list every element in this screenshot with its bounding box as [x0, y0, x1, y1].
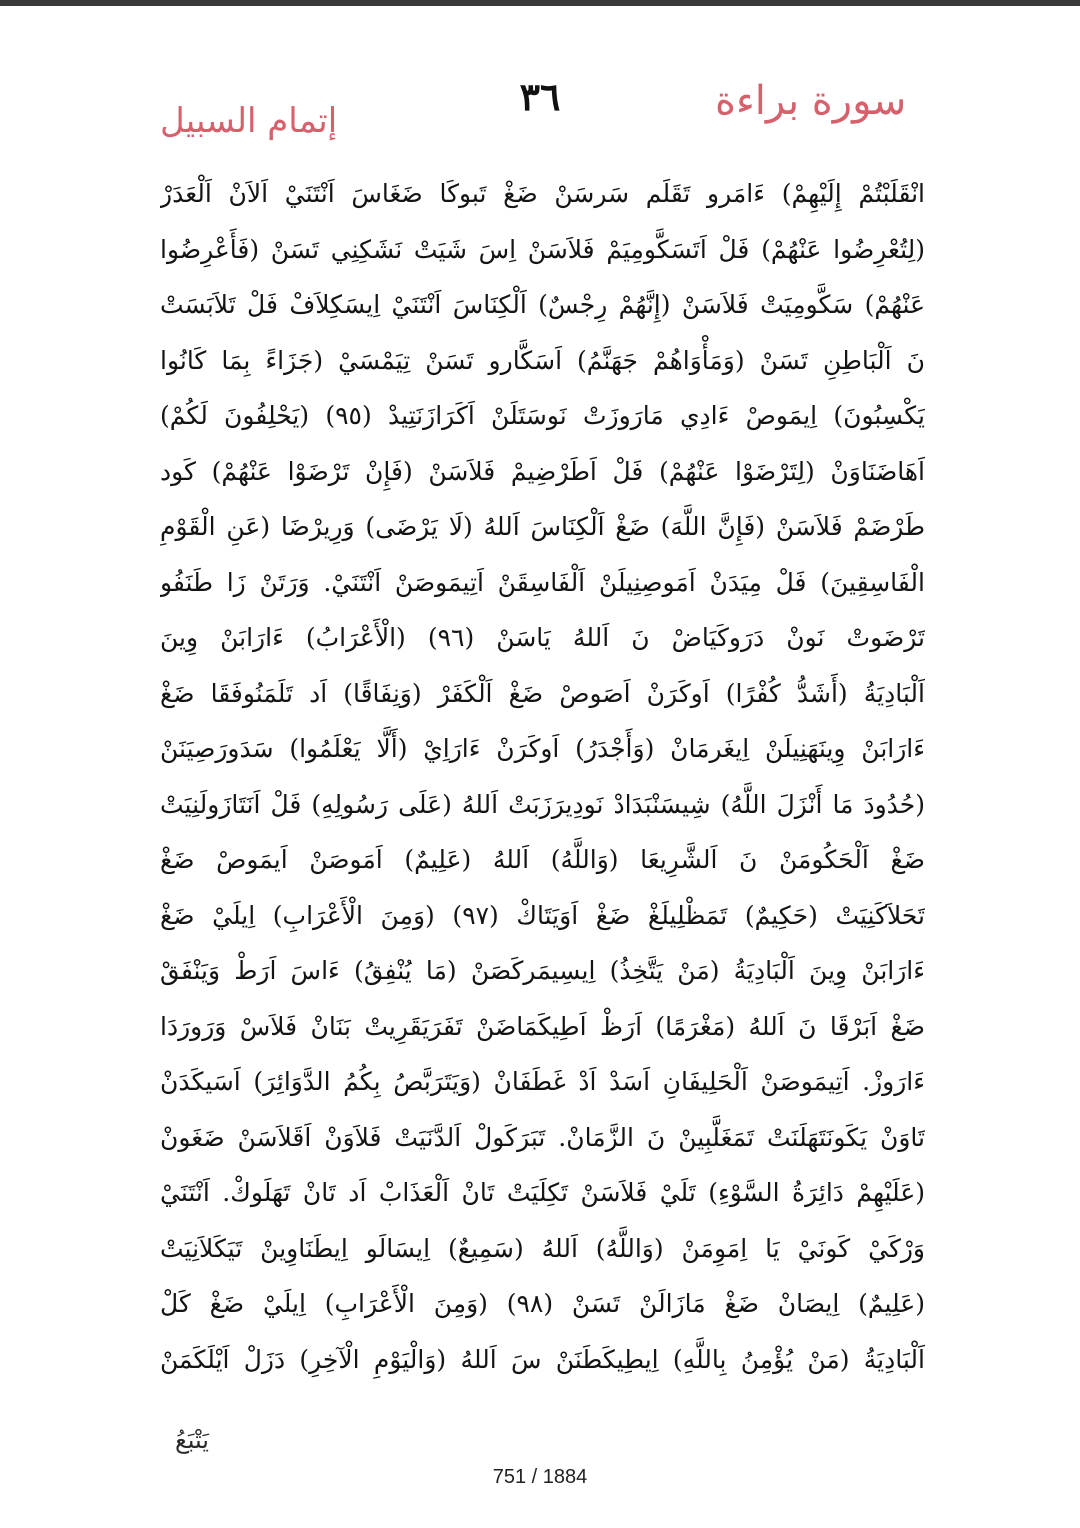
text-line: ضَغْ اَلْحَكُومَنْ نَ اَلشَّرِيعَا (وَاللَّهُ) اَللهُ (عَلِيمٌ) اَمَوصَنْ اَيمَوصْ ضَغْ	[160, 845, 925, 874]
text-line: يَكْسِبُونَ) اِيمَوصْ ءَادِي مَارَوزَتْ نَوسَتَلَنْ اَكَرَازَنَتِيدْ (٩٥) (يَحْلِفُونَ لَكُمْ)	[160, 401, 925, 430]
text-line: ءَارَابَنْ وِينَهَنِيلَنْ اِيغَرمَانْ (وَأَجْدَرُ) اَوكَرَنْ ءَارَاِيْ (أَلَّا يَعْلَمُوا) سَدَورَصِيَنَنْ	[160, 734, 925, 763]
text-line: الْفَاسِقِينَ) فَلْ مِيَدَنْ اَمَوصِنِيلَنْ اَلْفَاسِقَنْ اَتِيمَوصَنْ اَنْتَنَيْ. وَرَتَنْ زَا طَنَفُو	[160, 567, 925, 597]
text-line: (لِتُعْرِضُوا عَنْهُمْ) فَلْ اَتَسَكَّومِيَمْ فَلاَسَنْ اِسَ شَيَتْ نَشَكِنِي تَسَنْ (فَأَعْرِضُوا	[160, 234, 925, 264]
text-line: اَلْبَادِيَةُ (أَشَدُّ كُفْرًا) اَوكَرَنْ اَصَوصْ ضَغْ اَلْكَفَرْ (وَنِفَاقًا) اَد تَلَمَنُوفَقَا ضَغْ	[160, 678, 925, 708]
document-page	[10, 6, 1070, 1516]
text-line: ءَارَوزْ. اَتِيمَوصَنْ اَلْحَلِيفَانِ اَسَدْ اَدْ غَطَفَانْ (وَيَتَرَبَّصُ بِكُمُ الدَّوَائِرَ) اَسَيكَدَنْ	[160, 1067, 925, 1096]
text-line: تَرْضَوتْ نَونْ دَرَوكَيَاضْ نَ اَللهُ يَاسَنْ (٩٦) (الْأَعْرَابُ) ءَارَابَنْ وِينَ	[160, 623, 925, 652]
body-text	[160, 166, 925, 1387]
catchword: يَتْبَعُ	[175, 1426, 209, 1454]
text-line: (عَلِيمٌ) اِيصَانْ ضَغْ مَازَالَنْ تَسَنْ (٩٨) (وَمِنَ الْأَعْرَابِ) اِيلَيْ ضَغْ كَلْ	[160, 1289, 925, 1318]
page-number: ٣٦	[519, 74, 561, 119]
text-line: (حُدُودَ مَا أَنْزَلَ اللَّهُ) شِيسَنْبَدَادْ نَودِيرَزَبَتْ اَللهُ (عَلَى رَسُولِهِ) فَلْ اَنَتَازَولَنِيَتْ	[160, 789, 925, 819]
text-line: تَاوَنْ يَكَونَتَهَلَنَتْ تَمَغَلَّبِينْ نَ الزَّمَانْ. تَبَرَكَولْ اَلدَّنَيَتْ فَلاَوَنْ اَقَلاَسَنْ ضَغَونْ	[160, 1122, 925, 1152]
text-line: تَحَلاَكَنِيَتْ (حَكِيمٌ) تَمَظْلِيلَغْ ضَغْ اَوَيَتَاكْ (٩٧) (وَمِنَ الْأَعْرَابِ) اِيلَيْ ضَغْ	[160, 900, 925, 930]
text-line: اَهَاضَنَاوَنْ (لِتَرْضَوْا عَنْهُمْ) فَلْ اَطَرْضِيمْ فَلاَسَنْ (فَإِنْ تَرْضَوْا عَنْهُمْ) كَود	[160, 456, 925, 486]
page-indicator: 751 / 1884	[492, 1466, 588, 1488]
text-line: وَرْكَيْ كَونَيْ يَا اِمَوِمَنْ (وَاللَّهُ) اَللهُ (سَمِيعٌ) اِيسَالَو اِيطَنَاوِينْ تَيَكَلاَنِيَتْ	[160, 1233, 925, 1263]
surah-title: سورة براءة	[715, 78, 907, 124]
text-line: طَرْضَمْ فَلاَسَنْ (فَإِنَّ اللَّهَ) ضَغْ اَلْكِنَاسَ اَللهُ (لَا يَرْضَى) وَرِيرْضَا (عَنِ الْقَوْمِ	[160, 512, 925, 541]
text-line: ءَارَابَنْ وِينَ اَلْبَادِيَةُ (مَنْ يَتَّخِذُ) اِيسِيمَركَصَنْ (مَا يُنْفِقُ) ءَاسَ اَرَطْ وَيَنْفَقْ	[160, 956, 925, 985]
text-line: اَلْبَادِيَةُ (مَنْ يُؤْمِنُ بِاللَّهِ) اِيطِيكَطَنَنْ سَ اَللهُ (وَالْيَوْمِ الْآخِرِ) دَزَلْ اَيْلَكَمَنْ	[160, 1344, 925, 1374]
text-line: ضَغْ اَبَرْقَا نَ اَللهُ (مَغْرَمًا) اَرَظْ اَطِيكَمَاضَنْ تَفَرَيَقَرِيتْ بَنَانْ فَلاَسْ وَرَورَدَا	[160, 1011, 925, 1041]
text-line: نَ اَلْبَاطِنِ تَسَنْ (وَمَأْوَاهُمْ جَهَنَّمُ) اَسَكَّارو تَسَنْ تِيَمْسَيْ (جَزَاءً بِمَا كَانُوا	[160, 345, 925, 375]
page-header	[10, 6, 1070, 146]
text-line: انْقَلَبْتُمْ إِلَيْهِمْ) ءَامَرو تَقَلَم سَرسَنْ ضَغْ تَبوكَا ضَغَاسَ اَنْتَنَيْ اَلاَنْ اَلْعَدَرْ	[160, 179, 925, 208]
margin-annotation: إتمام السبيل	[160, 101, 338, 141]
text-line: عَنْهُمْ) سَكَّومِيَتْ فَلاَسَنْ (إِنَّهُمْ رِجْسٌ) اَلْكِنَاسَ اَنْتَنَيْ اِيسَكِلاَفْ فَلْ تَلاَبَسَتْ	[160, 290, 925, 319]
text-line: (عَلَيْهِمْ دَائِرَةُ السَّوْءِ) تَلَيْ فَلاَسَنْ تَكِلَيَتْ تَانْ اَلْعَذَابْ اَد تَانْ تَهَلَوكْ. اَنْتَنَيْ	[160, 1178, 925, 1207]
